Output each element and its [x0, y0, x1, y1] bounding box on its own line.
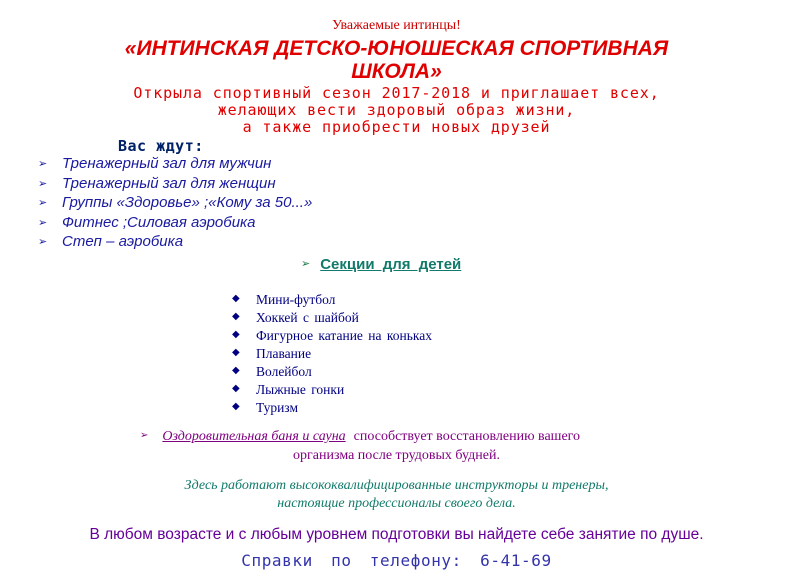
diamond-bullet-icon: ◆ [232, 329, 240, 340]
kids-heading-text: Секции для детей [320, 256, 462, 273]
list-item [232, 292, 532, 310]
kids-section-label: Плавание [256, 346, 312, 361]
arrow-bullet-icon: ➢ [38, 197, 48, 209]
kids-section-label: Фигурное катание на коньках [256, 328, 432, 343]
diamond-bullet-icon: ◆ [232, 293, 240, 304]
school-title-line-1: «ИНТИНСКАЯ ДЕТСКО-ЮНОШЕСКАЯ СПОРТИВНАЯ [124, 37, 669, 60]
adult-section-label: Тренажерный зал для мужчин [62, 155, 272, 172]
school-title-line-2: ШКОЛА» [351, 60, 442, 83]
arrow-bullet-icon: ➢ [301, 258, 311, 270]
list-item [232, 382, 532, 400]
list-item [38, 175, 378, 195]
arrow-bullet-icon: ➢ [38, 216, 48, 229]
diamond-bullet-icon: ◆ [232, 383, 240, 394]
list-item [232, 364, 532, 382]
sauna-paragraph [140, 429, 580, 445]
sauna-text: способствует восстановлению вашего [353, 429, 581, 444]
intro-line-1: Открыла спортивный сезон 2017-2018 и приглашает всех, [133, 84, 660, 102]
kids-section-label: Туризм [256, 400, 298, 415]
arrow-bullet-icon: ➢ [140, 430, 149, 441]
arrow-bullet-icon: ➢ [38, 177, 48, 190]
kids-sections-list [232, 292, 532, 418]
kids-section-label: Лыжные гонки [256, 382, 345, 397]
list-item [38, 233, 378, 253]
list-item [232, 310, 532, 328]
greeting: Уважаемые интинцы! [332, 18, 461, 33]
arrow-bullet-icon: ➢ [38, 236, 48, 248]
adult-sections-list [38, 155, 378, 253]
sauna-text-line-2: организма после трудовых будней. [293, 448, 500, 463]
list-item [232, 346, 532, 364]
staff-line-1: Здесь работают высококвалифицированные инструкторы и тренеры, [184, 478, 609, 493]
staff-line-2: настоящие профессионалы своего дела. [277, 496, 516, 511]
adult-section-label: Группы «Здоровье» ;«Кому за 50...» [62, 194, 313, 211]
diamond-bullet-icon: ◆ [232, 347, 240, 358]
kids-sections-heading [301, 256, 461, 273]
diamond-bullet-icon: ◆ [232, 401, 240, 412]
adult-section-label: Тренажерный зал для женщин [62, 174, 276, 192]
waiting-heading: Вас ждут: [118, 137, 204, 155]
arrow-bullet-icon: ➢ [38, 158, 48, 170]
adult-section-label: Степ – аэробика [62, 233, 184, 250]
kids-section-label: Хоккей с шайбой [256, 310, 359, 325]
any-age-text: В любом возрасте и с любым уровнем подготовки вы найдете себе занятие по душе. [89, 526, 704, 543]
sauna-link[interactable]: Оздоровительная баня и сауна [162, 429, 346, 444]
list-item [232, 328, 532, 346]
phone-info: Справки по телефону: 6-41-69 [241, 551, 552, 570]
kids-section-label: Волейбол [256, 364, 312, 379]
kids-section-label: Мини-футбол [256, 292, 336, 307]
adult-section-label: Фитнес ;Силовая аэробика [62, 213, 256, 231]
intro-line-2: желающих вести здоровый образ жизни, [217, 101, 576, 119]
list-item [232, 400, 532, 418]
list-item [38, 155, 378, 175]
diamond-bullet-icon: ◆ [232, 365, 240, 376]
diamond-bullet-icon: ◆ [232, 311, 240, 322]
list-item [38, 214, 378, 234]
list-item [38, 194, 378, 214]
intro-line-3: а также приобрести новых друзей [242, 118, 551, 136]
